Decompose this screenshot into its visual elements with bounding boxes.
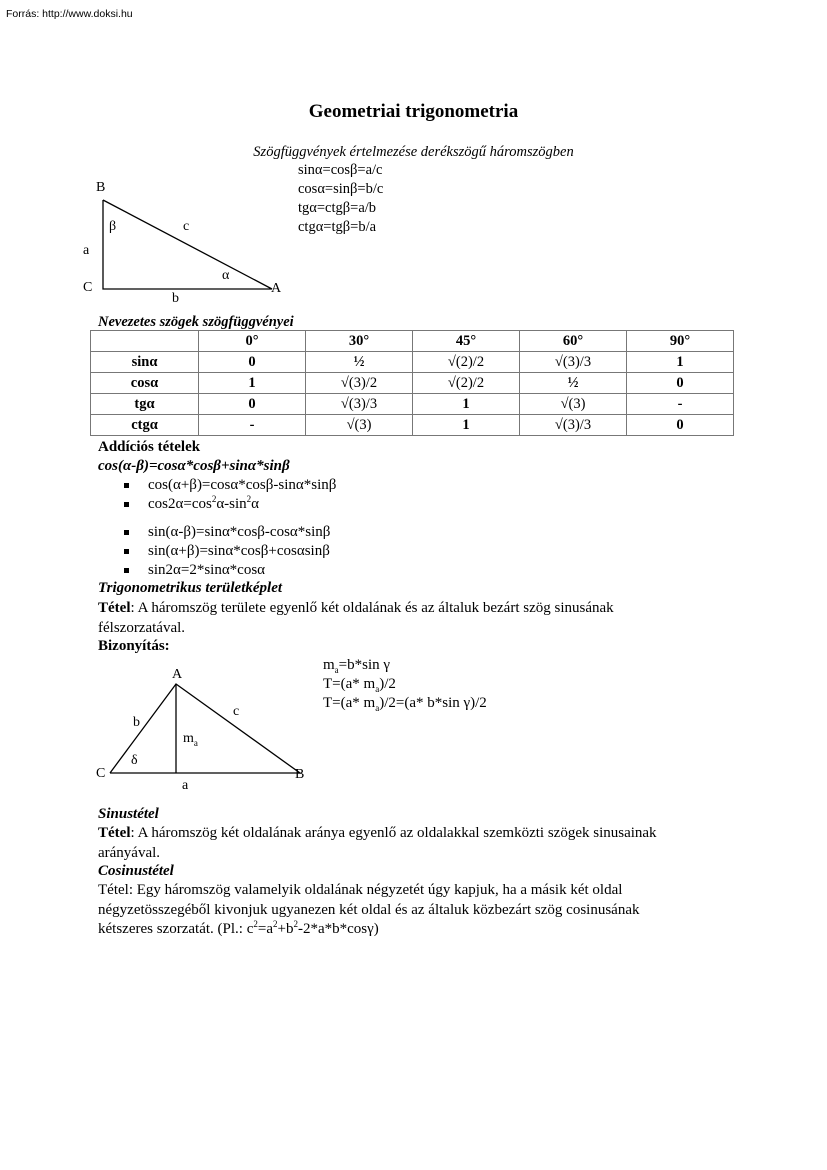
height-subscript: a bbox=[193, 737, 198, 748]
triangle2-side-c: c bbox=[233, 704, 240, 719]
theorem-text: : A háromszög két oldalának aránya egyenlő az oldalakkal szemközti szögek sinusainak bbox=[130, 825, 657, 841]
table-cell: tgα bbox=[91, 394, 199, 415]
proof-label: Bizonyítás: bbox=[98, 638, 170, 654]
table-cell: sinα bbox=[91, 352, 199, 373]
formula-part: =b*sin γ bbox=[338, 657, 391, 673]
triangle2-vertex-c: C bbox=[96, 766, 106, 781]
table-cell: 1 bbox=[199, 373, 306, 394]
table-cell: - bbox=[199, 415, 306, 436]
formula-part: kétszeres szorzatát. (Pl.: c bbox=[98, 921, 254, 937]
sinus-theorem bbox=[98, 825, 657, 842]
triangle1-vertex-a: A bbox=[271, 281, 282, 296]
table-cell: cosα bbox=[91, 373, 199, 394]
table-cell: ½ bbox=[306, 352, 413, 373]
sinus-theorem-cont: arányával. bbox=[98, 845, 161, 861]
list-item-text: sin(α+β)=sinα*cosβ+cosαsinβ bbox=[148, 543, 330, 559]
table-cell: √(3) bbox=[520, 394, 627, 415]
cosinus-line-3 bbox=[98, 921, 379, 938]
definition-tg: tgα=ctgβ=a/b bbox=[298, 200, 377, 216]
definition-cos: cosα=sinβ=b/c bbox=[298, 181, 384, 197]
area-heading: Trigonometrikus területképlet bbox=[98, 580, 283, 596]
sinus-heading: Sinustétel bbox=[98, 806, 159, 822]
triangle2-height-label bbox=[183, 731, 198, 747]
table-cell: 1 bbox=[413, 394, 520, 415]
triangle2-angle-delta: δ bbox=[131, 753, 138, 768]
triangle2-side-a: a bbox=[182, 778, 189, 793]
triangle1-side-a: a bbox=[83, 243, 90, 258]
table-header-cell: 45° bbox=[413, 331, 520, 352]
cosinus-line-1: Tétel: Egy háromszög valamelyik oldalának négyzetét úgy kapjuk, ha a másik két oldal bbox=[98, 882, 623, 898]
height-m: m bbox=[183, 731, 194, 746]
formula-part: )/2 bbox=[379, 676, 396, 692]
formula-part: T=(a* m bbox=[323, 676, 376, 692]
table-cell: √(3)/2 bbox=[306, 373, 413, 394]
cosinus-line-2: négyzetösszegéből kivonjuk ugyanezen két oldal és az általuk közbezárt szög cosinusának bbox=[98, 902, 640, 918]
subscript: a bbox=[334, 665, 339, 675]
table-cell: √(3)/3 bbox=[520, 352, 627, 373]
formula-part: =a bbox=[257, 921, 273, 937]
formula-part: α-sin bbox=[216, 496, 247, 512]
formula-part: T=(a* m bbox=[323, 695, 376, 711]
proof-formula-2 bbox=[323, 676, 396, 693]
table-caption: Nevezetes szögek szögfüggvényei bbox=[98, 314, 294, 330]
table-cell: 0 bbox=[627, 373, 734, 394]
table-cell: ctgα bbox=[91, 415, 199, 436]
table-cell: 0 bbox=[627, 415, 734, 436]
exponent: 2 bbox=[246, 494, 252, 504]
formula-part: cos2α=cos bbox=[148, 496, 212, 512]
formula-part: α bbox=[251, 496, 260, 512]
theorem-label: Tétel bbox=[98, 825, 131, 841]
formula-part: +b bbox=[277, 921, 294, 937]
theorem-text: : A háromszög területe egyenlő két oldalának és az általuk bezárt szög sinusának bbox=[130, 600, 614, 616]
table-header-cell: 90° bbox=[627, 331, 734, 352]
triangle1-side-b: b bbox=[172, 291, 179, 306]
exponent: 2 bbox=[211, 494, 217, 504]
table-cell: ½ bbox=[520, 373, 627, 394]
source-note: Forrás: http://www.doksi.hu bbox=[6, 8, 133, 20]
table-header-cell: 30° bbox=[306, 331, 413, 352]
formula-part: )/2=(a* b*sin γ)/2 bbox=[379, 695, 487, 711]
table-cell: √(3)/3 bbox=[520, 415, 627, 436]
table-header-cell: 0° bbox=[199, 331, 306, 352]
table-header-cell: 60° bbox=[520, 331, 627, 352]
table-cell: √(2)/2 bbox=[413, 373, 520, 394]
definition-sin: sinα=cosβ=a/c bbox=[298, 162, 383, 178]
exponent: 2 bbox=[253, 919, 258, 929]
triangle2-vertex-a: A bbox=[172, 667, 183, 682]
subtitle: Szögfüggvények értelmezése derékszögű háromszögben bbox=[253, 144, 574, 160]
area-theorem-cont: félszorzatával. bbox=[98, 620, 186, 636]
triangle1-side-c: c bbox=[183, 219, 190, 234]
triangle2-side-b: b bbox=[133, 715, 140, 730]
exponent: 2 bbox=[293, 919, 298, 929]
triangle1-vertex-c: C bbox=[83, 280, 93, 295]
formula-part: m bbox=[323, 657, 335, 673]
theorem-label: Tétel bbox=[98, 600, 131, 616]
table-cell: 0 bbox=[199, 352, 306, 373]
list-item-text: cos(α+β)=cosα*cosβ-sinα*sinβ bbox=[148, 477, 337, 493]
addition-heading: Addíciós tételek bbox=[98, 439, 201, 455]
exponent: 2 bbox=[272, 919, 278, 929]
table-cell: √(3)/3 bbox=[306, 394, 413, 415]
cosinus-heading: Cosinustétel bbox=[98, 863, 174, 879]
table-cell: 0 bbox=[199, 394, 306, 415]
page-title: Geometriai trigonometria bbox=[308, 101, 519, 122]
list-item-text: sin(α-β)=sinα*cosβ-cosα*sinβ bbox=[148, 524, 331, 540]
triangle1-vertex-b: B bbox=[96, 180, 106, 195]
triangle1-angle-beta: β bbox=[109, 219, 117, 234]
subscript: a bbox=[375, 684, 380, 694]
triangle1-angle-alpha: α bbox=[222, 268, 230, 283]
table-cell: 1 bbox=[627, 352, 734, 373]
addition-formula: cos(α-β)=cosα*cosβ+sinα*sinβ bbox=[98, 458, 290, 474]
table-cell: √(2)/2 bbox=[413, 352, 520, 373]
proof-formula-3 bbox=[323, 695, 487, 712]
triangle2-vertex-b: B bbox=[295, 767, 305, 782]
subscript: a bbox=[375, 703, 380, 713]
definition-ctg: ctgα=tgβ=b/a bbox=[298, 219, 377, 235]
proof-formula-1 bbox=[323, 657, 390, 674]
table-cell: 1 bbox=[413, 415, 520, 436]
list-item-text: sin2α=2*sinα*cosα bbox=[148, 562, 266, 578]
table-cell: √(3) bbox=[306, 415, 413, 436]
formula-part: -2*a*b*cosγ) bbox=[297, 921, 379, 937]
table-cell: - bbox=[627, 394, 734, 415]
